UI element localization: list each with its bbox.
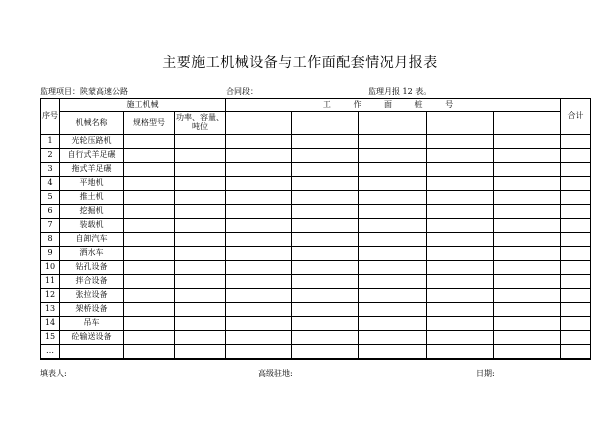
data-cell — [494, 246, 561, 260]
data-cell — [359, 218, 427, 232]
data-cell — [292, 148, 359, 162]
data-cell — [292, 176, 359, 190]
machine-name: 挖掘机 — [60, 204, 124, 218]
table-row — [41, 204, 591, 218]
data-cell — [226, 218, 292, 232]
data-cell — [494, 274, 561, 288]
data-cell — [359, 330, 427, 344]
workface-cell — [359, 112, 427, 135]
machine-name: 平地机 — [60, 176, 124, 190]
data-cell — [359, 260, 427, 274]
data-cell — [124, 330, 175, 344]
data-cell — [359, 176, 427, 190]
data-cell — [292, 330, 359, 344]
row-number: 14 — [41, 316, 60, 330]
data-cell — [292, 316, 359, 330]
data-cell — [292, 260, 359, 274]
data-cell — [561, 288, 591, 302]
data-cell — [175, 218, 226, 232]
table-row — [41, 288, 591, 302]
data-cell — [494, 232, 561, 246]
row-number: 11 — [41, 274, 60, 288]
data-cell — [124, 274, 175, 288]
data-cell — [124, 344, 175, 358]
data-cell — [175, 162, 226, 176]
row-number: 1 — [41, 135, 60, 149]
header-model: 规格型号 — [124, 112, 175, 135]
data-cell — [427, 218, 494, 232]
machine-name: 钻孔设备 — [60, 260, 124, 274]
data-cell — [124, 288, 175, 302]
data-cell — [359, 274, 427, 288]
data-cell — [427, 316, 494, 330]
data-cell — [292, 344, 359, 358]
data-cell — [124, 162, 175, 176]
page-title: 主要施工机械设备与工作面配套情况月报表 — [162, 55, 438, 71]
machine-name: 架桥设备 — [60, 302, 124, 316]
data-cell — [359, 316, 427, 330]
header-total: 合计 — [561, 99, 591, 135]
data-cell — [124, 204, 175, 218]
data-cell — [175, 190, 226, 204]
data-cell — [494, 302, 561, 316]
data-cell — [226, 358, 292, 360]
data-cell — [292, 302, 359, 316]
data-cell — [175, 135, 226, 149]
data-cell — [226, 232, 292, 246]
data-cell — [292, 190, 359, 204]
table-row — [41, 232, 591, 246]
data-cell — [427, 260, 494, 274]
data-cell — [427, 162, 494, 176]
data-cell — [359, 148, 427, 162]
machine-name: 砼输送设备 — [60, 330, 124, 344]
data-cell — [561, 302, 591, 316]
data-cell — [494, 344, 561, 358]
data-cell — [226, 344, 292, 358]
table-row — [41, 316, 591, 330]
row-number: 5 — [41, 190, 60, 204]
data-cell — [561, 344, 591, 358]
data-cell — [226, 162, 292, 176]
data-cell — [427, 246, 494, 260]
machine-name: 洒水车 — [60, 246, 124, 260]
table-row — [41, 162, 591, 176]
data-cell — [124, 218, 175, 232]
data-cell — [359, 358, 427, 360]
data-cell — [561, 204, 591, 218]
row-number: 9 — [41, 246, 60, 260]
resident-label: 高级驻地: — [258, 369, 293, 378]
row-number — [41, 358, 60, 360]
data-cell — [226, 260, 292, 274]
data-cell — [359, 162, 427, 176]
data-cell — [561, 260, 591, 274]
data-cell — [561, 135, 591, 149]
machine-name: 推土机 — [60, 190, 124, 204]
table-row — [41, 135, 591, 149]
data-cell — [226, 176, 292, 190]
data-cell — [226, 302, 292, 316]
table-row — [41, 190, 591, 204]
data-cell — [561, 330, 591, 344]
row-number: 13 — [41, 302, 60, 316]
data-cell — [494, 176, 561, 190]
data-cell — [427, 148, 494, 162]
table-row — [41, 176, 591, 190]
report-table — [40, 98, 591, 360]
data-cell — [175, 288, 226, 302]
data-cell — [226, 274, 292, 288]
data-cell — [561, 274, 591, 288]
data-cell — [494, 204, 561, 218]
row-number: 8 — [41, 232, 60, 246]
data-cell — [494, 316, 561, 330]
data-cell — [359, 204, 427, 218]
data-cell — [124, 358, 175, 360]
data-cell — [226, 316, 292, 330]
data-cell — [124, 260, 175, 274]
table-row — [41, 302, 591, 316]
data-cell — [292, 246, 359, 260]
data-cell — [124, 135, 175, 149]
header-workface-group: 工 作 面 桩 号 — [226, 99, 561, 112]
data-cell — [292, 204, 359, 218]
data-cell — [226, 246, 292, 260]
machine-name — [60, 358, 124, 360]
machine-name: 吊车 — [60, 316, 124, 330]
row-number: 7 — [41, 218, 60, 232]
table-row — [41, 260, 591, 274]
header-machinery-group: 施工机械 — [60, 99, 226, 112]
data-cell — [561, 358, 591, 360]
data-cell — [226, 288, 292, 302]
data-cell — [359, 190, 427, 204]
data-cell — [292, 135, 359, 149]
row-number: 15 — [41, 330, 60, 344]
data-cell — [359, 302, 427, 316]
workface-cell — [292, 112, 359, 135]
row-number: 3 — [41, 162, 60, 176]
machine-name: 装载机 — [60, 218, 124, 232]
data-cell — [175, 344, 226, 358]
data-cell — [124, 232, 175, 246]
data-cell — [292, 218, 359, 232]
report-label: 监理月报 12 表。 — [368, 87, 432, 96]
machine-name: 张拉设备 — [60, 288, 124, 302]
data-cell — [359, 232, 427, 246]
data-cell — [175, 176, 226, 190]
data-cell — [124, 246, 175, 260]
data-cell — [124, 190, 175, 204]
data-cell — [292, 358, 359, 360]
data-cell — [561, 232, 591, 246]
data-cell — [494, 148, 561, 162]
data-cell — [561, 148, 591, 162]
data-cell — [427, 135, 494, 149]
workface-cell — [226, 112, 292, 135]
data-cell — [427, 344, 494, 358]
machine-name: 拌合设备 — [60, 274, 124, 288]
data-cell — [175, 232, 226, 246]
data-cell — [175, 148, 226, 162]
data-cell — [292, 288, 359, 302]
row-number: 2 — [41, 148, 60, 162]
data-cell — [427, 358, 494, 360]
workface-cell — [494, 112, 561, 135]
data-cell — [359, 344, 427, 358]
data-cell — [494, 190, 561, 204]
filler-label: 填表人: — [40, 369, 67, 378]
data-cell — [226, 148, 292, 162]
contract-label: 合同段： — [226, 87, 258, 96]
header-power: 功率、容量、吨位 — [175, 112, 226, 135]
data-cell — [427, 288, 494, 302]
data-cell — [561, 246, 591, 260]
data-cell — [494, 358, 561, 360]
data-cell — [359, 135, 427, 149]
data-cell — [494, 288, 561, 302]
data-cell — [561, 218, 591, 232]
data-cell — [427, 232, 494, 246]
data-cell — [561, 162, 591, 176]
project-label: 监理项目：陕蒙高速公路 — [40, 87, 128, 96]
header-seq: 序号 — [41, 99, 60, 135]
data-cell — [427, 274, 494, 288]
row-number: … — [41, 344, 60, 358]
row-number: 6 — [41, 204, 60, 218]
data-cell — [427, 302, 494, 316]
machine-name — [60, 344, 124, 358]
table-row — [41, 246, 591, 260]
data-cell — [175, 316, 226, 330]
data-cell — [124, 176, 175, 190]
data-cell — [494, 330, 561, 344]
data-cell — [427, 176, 494, 190]
table-row — [41, 344, 591, 358]
machine-name: 自行式羊足碾 — [60, 148, 124, 162]
table-row — [41, 330, 591, 344]
data-cell — [175, 260, 226, 274]
data-cell — [292, 162, 359, 176]
data-cell — [175, 246, 226, 260]
machine-name: 光轮压路机 — [60, 135, 124, 149]
machine-name: 自卸汽车 — [60, 232, 124, 246]
data-cell — [561, 176, 591, 190]
data-cell — [561, 190, 591, 204]
data-cell — [494, 218, 561, 232]
data-cell — [359, 288, 427, 302]
date-label: 日期: — [476, 369, 495, 378]
data-cell — [427, 204, 494, 218]
data-cell — [226, 190, 292, 204]
data-cell — [175, 330, 226, 344]
table-row — [41, 148, 591, 162]
data-cell — [124, 148, 175, 162]
machine-name: 拖式羊足碾 — [60, 162, 124, 176]
data-cell — [494, 135, 561, 149]
data-cell — [427, 330, 494, 344]
table-row — [41, 218, 591, 232]
data-cell — [124, 316, 175, 330]
data-cell — [427, 190, 494, 204]
data-cell — [175, 358, 226, 360]
data-cell — [494, 162, 561, 176]
data-cell — [175, 274, 226, 288]
row-number: 12 — [41, 288, 60, 302]
data-cell — [359, 246, 427, 260]
row-number: 10 — [41, 260, 60, 274]
data-cell — [292, 232, 359, 246]
table-body — [41, 135, 591, 360]
data-cell — [226, 135, 292, 149]
data-cell — [292, 274, 359, 288]
data-cell — [561, 316, 591, 330]
data-cell — [175, 302, 226, 316]
data-cell — [226, 330, 292, 344]
workface-cell — [427, 112, 494, 135]
table-row — [41, 358, 591, 360]
row-number: 4 — [41, 176, 60, 190]
data-cell — [124, 302, 175, 316]
data-cell — [494, 260, 561, 274]
data-cell — [226, 204, 292, 218]
data-cell — [175, 204, 226, 218]
header-name: 机械名称 — [60, 112, 124, 135]
table-row — [41, 274, 591, 288]
